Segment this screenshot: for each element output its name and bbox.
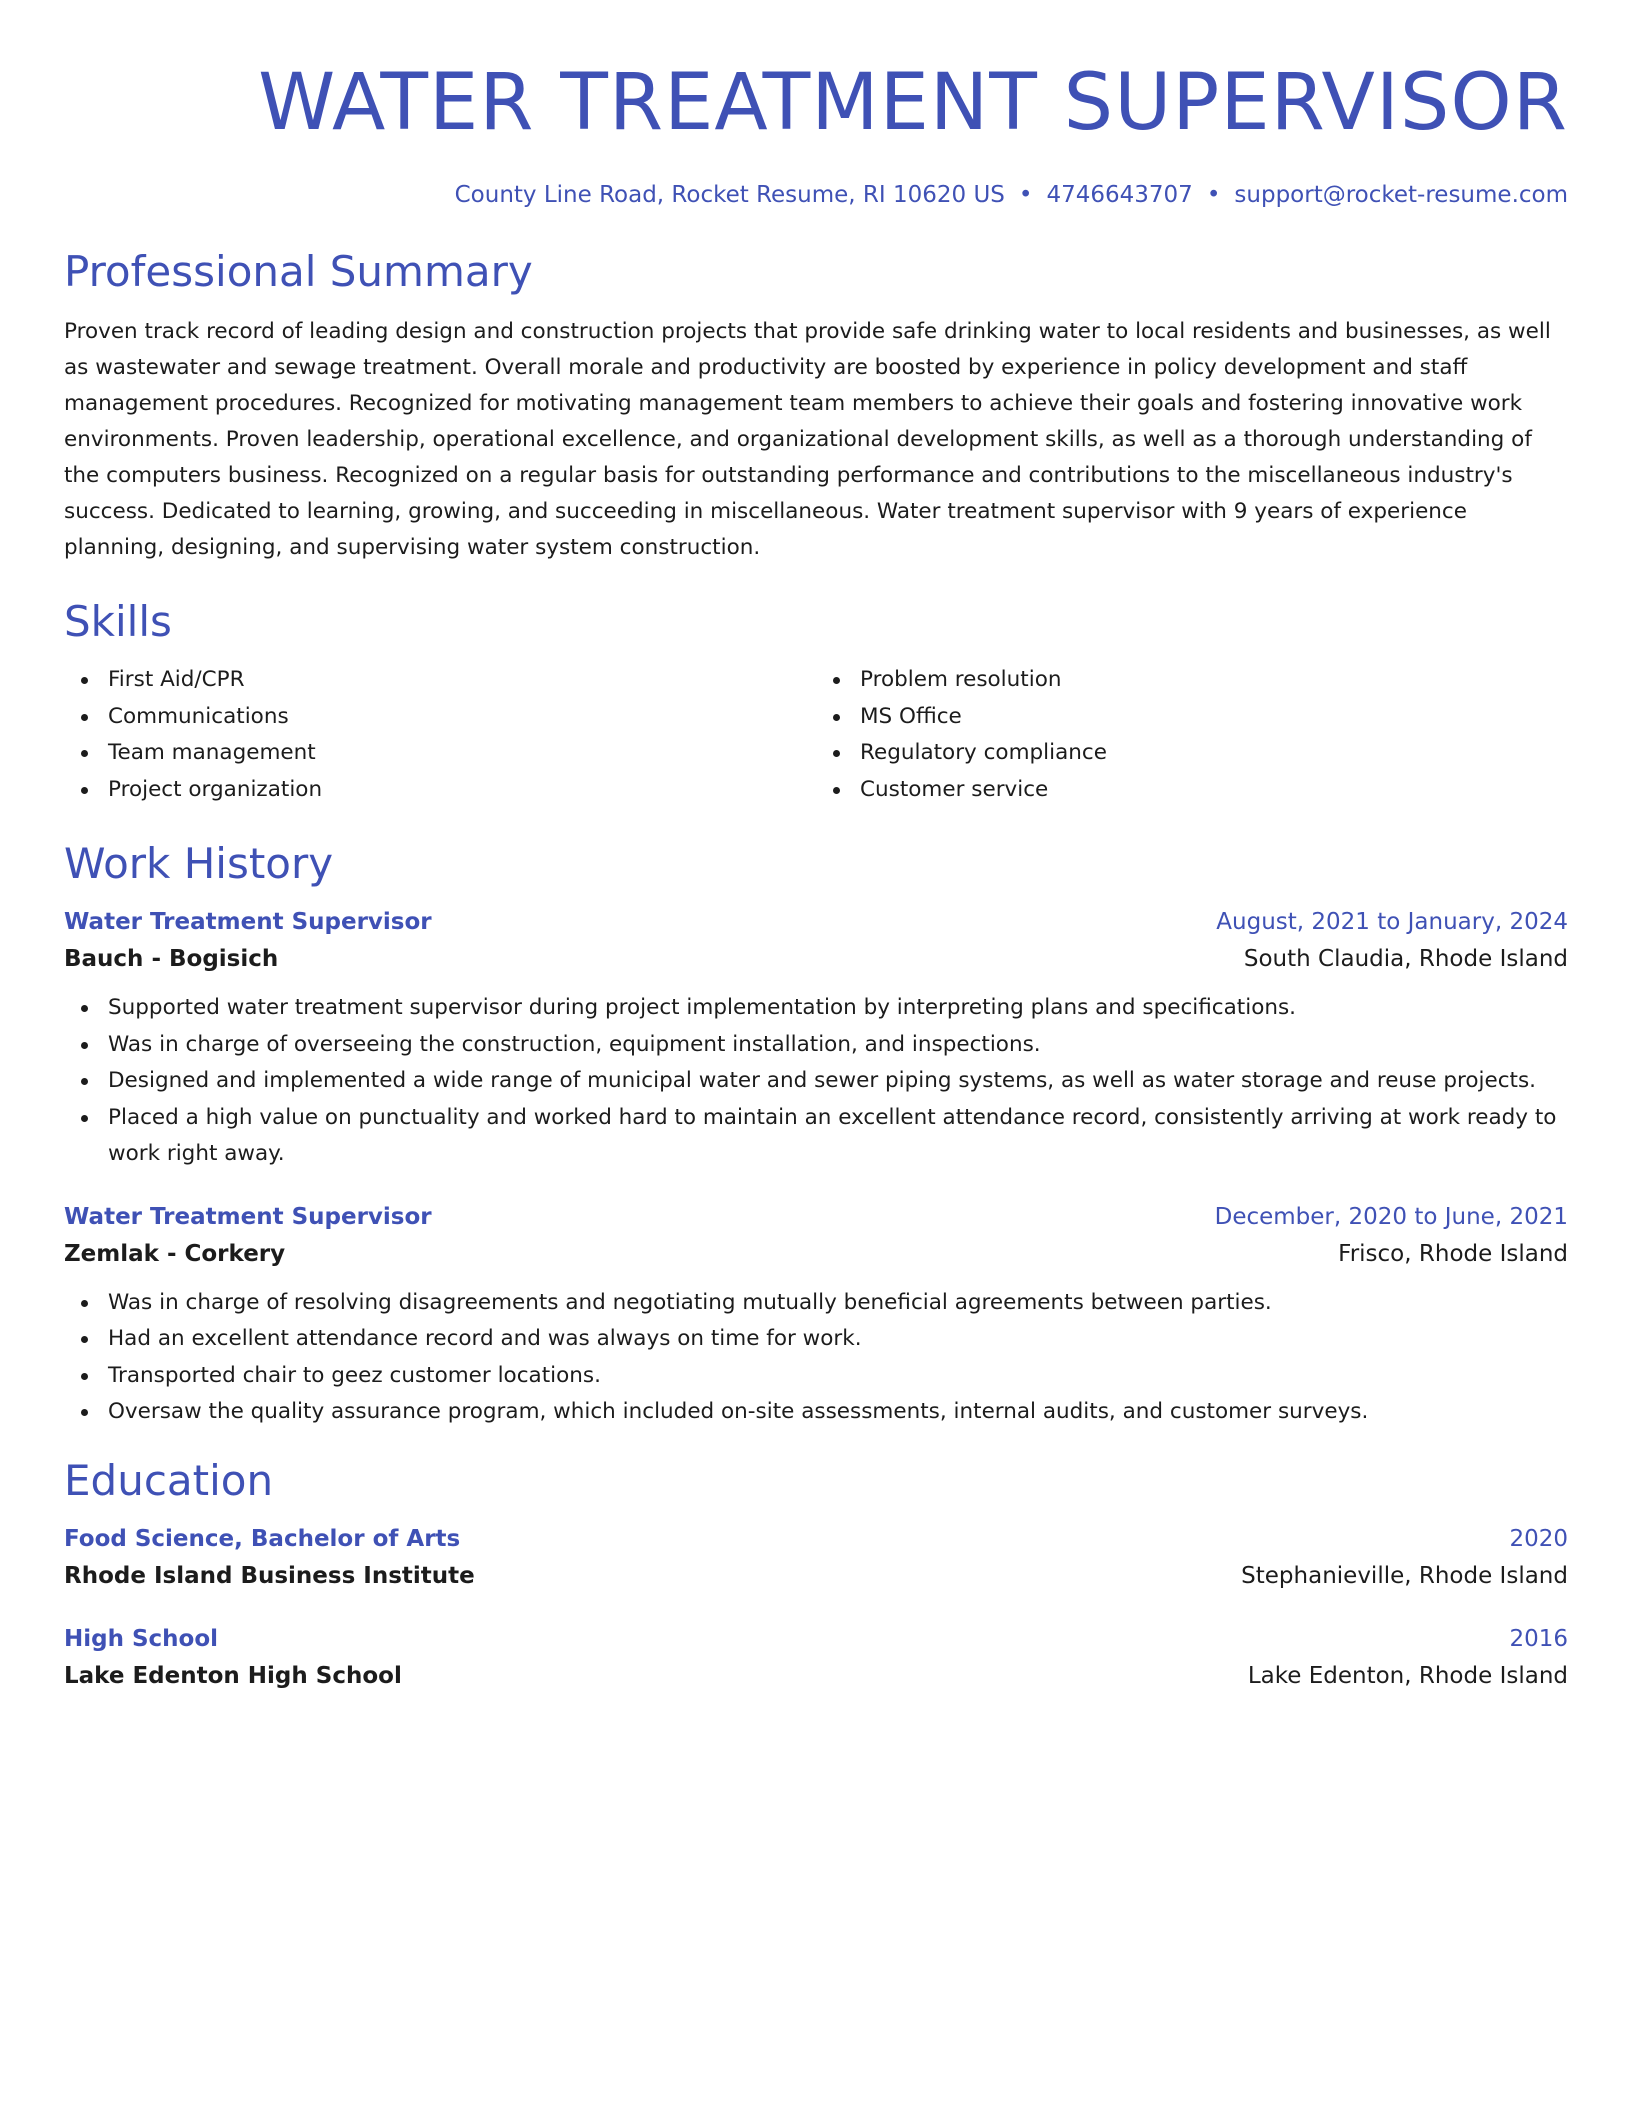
job-company: Zemlak - Corkery (64, 1240, 286, 1267)
education-header-row (64, 1621, 1568, 1657)
contact-address: County Line Road, Rocket Resume, RI 10620 US (454, 182, 1005, 208)
skills-column-left (64, 662, 816, 808)
job-header-row (64, 904, 1568, 940)
job-bullet: Was in charge of resolving disagreements and negotiating mutually beneficial agreements between parties. (108, 1285, 1568, 1322)
job-role: Water Treatment Supervisor (64, 909, 432, 935)
job-header-row (64, 1199, 1568, 1235)
education-location: Stephanieville, Rhode Island (1241, 1562, 1568, 1589)
education-degree: High School (64, 1625, 219, 1652)
job-bullet: Designed and implemented a wide range of municipal water and sewer piping systems, as well as water storage and reuse projects. (108, 1063, 1568, 1100)
summary-heading: Professional Summary (64, 247, 533, 296)
contact-email: support@rocket-resume.com (1234, 182, 1568, 208)
education-location: Lake Edenton, Rhode Island (1247, 1662, 1568, 1689)
job-bullet: Transported chair to geez customer locations. (108, 1358, 1568, 1395)
job-bullet: Oversaw the quality assurance program, which included on-site assessments, internal audits, and customer surveys. (108, 1394, 1568, 1431)
job-dates: December, 2020 to June, 2021 (1214, 1203, 1568, 1230)
skill-item: MS Office (860, 699, 1568, 736)
skill-item: Communications (108, 699, 816, 736)
skill-item: First Aid/CPR (108, 662, 816, 699)
job-location: Frisco, Rhode Island (1338, 1240, 1568, 1267)
skill-item: Customer service (860, 772, 1568, 809)
education-degree: Food Science, Bachelor of Arts (64, 1525, 461, 1552)
candidate-title: WATER TREATMENT SUPERVISOR (258, 58, 1568, 148)
contact-phone: 4746643707 (1046, 182, 1193, 208)
education-entry (64, 1621, 1568, 1695)
summary-text: Proven track record of leading design and construction projects that provide safe drinking water to local residents and businesses, as well as wastewater and sewage treatment. Overall morale and productivity are boosted by experience in policy development and staff management procedures. Recognized for motivating management team members to achieve their goals and fostering innovative work environments. Proven leadership, operational excellence, and organizational development skills, as well as a thorough understanding of the computers business. Recognized on a regular basis for outstanding performance and contributions to the miscellaneous industry's success. Dedicated to learning, growing, and succeeding in miscellaneous. Water treatment supervisor with 9 years of experience planning, designing, and supervising water system construction. (64, 319, 1551, 560)
job-bullets (64, 990, 1568, 1173)
work-history-heading: Work History (64, 839, 334, 888)
job-bullet: Placed a high value on punctuality and worked hard to maintain an excellent attendance record, consistently arriving at work ready to work right away. (108, 1100, 1568, 1173)
job-bullets (64, 1285, 1568, 1431)
skill-item: Problem resolution (860, 662, 1568, 699)
skills-column-right (816, 662, 1568, 808)
job-location: South Claudia, Rhode Island (1243, 946, 1568, 972)
skill-item: Regulatory compliance (860, 735, 1568, 772)
job-company: Bauch - Bogisich (64, 946, 279, 972)
separator-dot: • (1206, 182, 1221, 208)
job-bullet: Had an excellent attendance record and was always on time for work. (108, 1321, 1568, 1358)
job-entry (64, 1199, 1568, 1431)
education-header-row (64, 1521, 1568, 1557)
job-company-row (64, 1235, 1568, 1273)
skill-item: Project organization (108, 772, 816, 809)
skill-item: Team management (108, 735, 816, 772)
education-school: Lake Edenton High School (64, 1662, 402, 1689)
job-role: Water Treatment Supervisor (64, 1203, 432, 1230)
job-bullet: Supported water treatment supervisor during project implementation by interpreting plans and specifications. (108, 990, 1568, 1027)
job-dates: August, 2021 to January, 2024 (1216, 909, 1568, 935)
resume-header (64, 0, 1568, 210)
education-year: 2020 (1509, 1525, 1568, 1552)
skills-list (64, 662, 1568, 808)
education-school-row (64, 1557, 1568, 1595)
separator-dot: • (1018, 182, 1033, 208)
education-school: Rhode Island Business Institute (64, 1562, 475, 1589)
job-company-row (64, 940, 1568, 978)
job-entry (64, 904, 1568, 1173)
contact-line (64, 180, 1568, 210)
education-year: 2016 (1509, 1625, 1568, 1652)
skills-heading: Skills (64, 597, 172, 646)
job-bullet: Was in charge of overseeing the construction, equipment installation, and inspections. (108, 1027, 1568, 1064)
education-heading: Education (64, 1455, 274, 1505)
education-school-row (64, 1657, 1568, 1695)
education-entry (64, 1521, 1568, 1595)
